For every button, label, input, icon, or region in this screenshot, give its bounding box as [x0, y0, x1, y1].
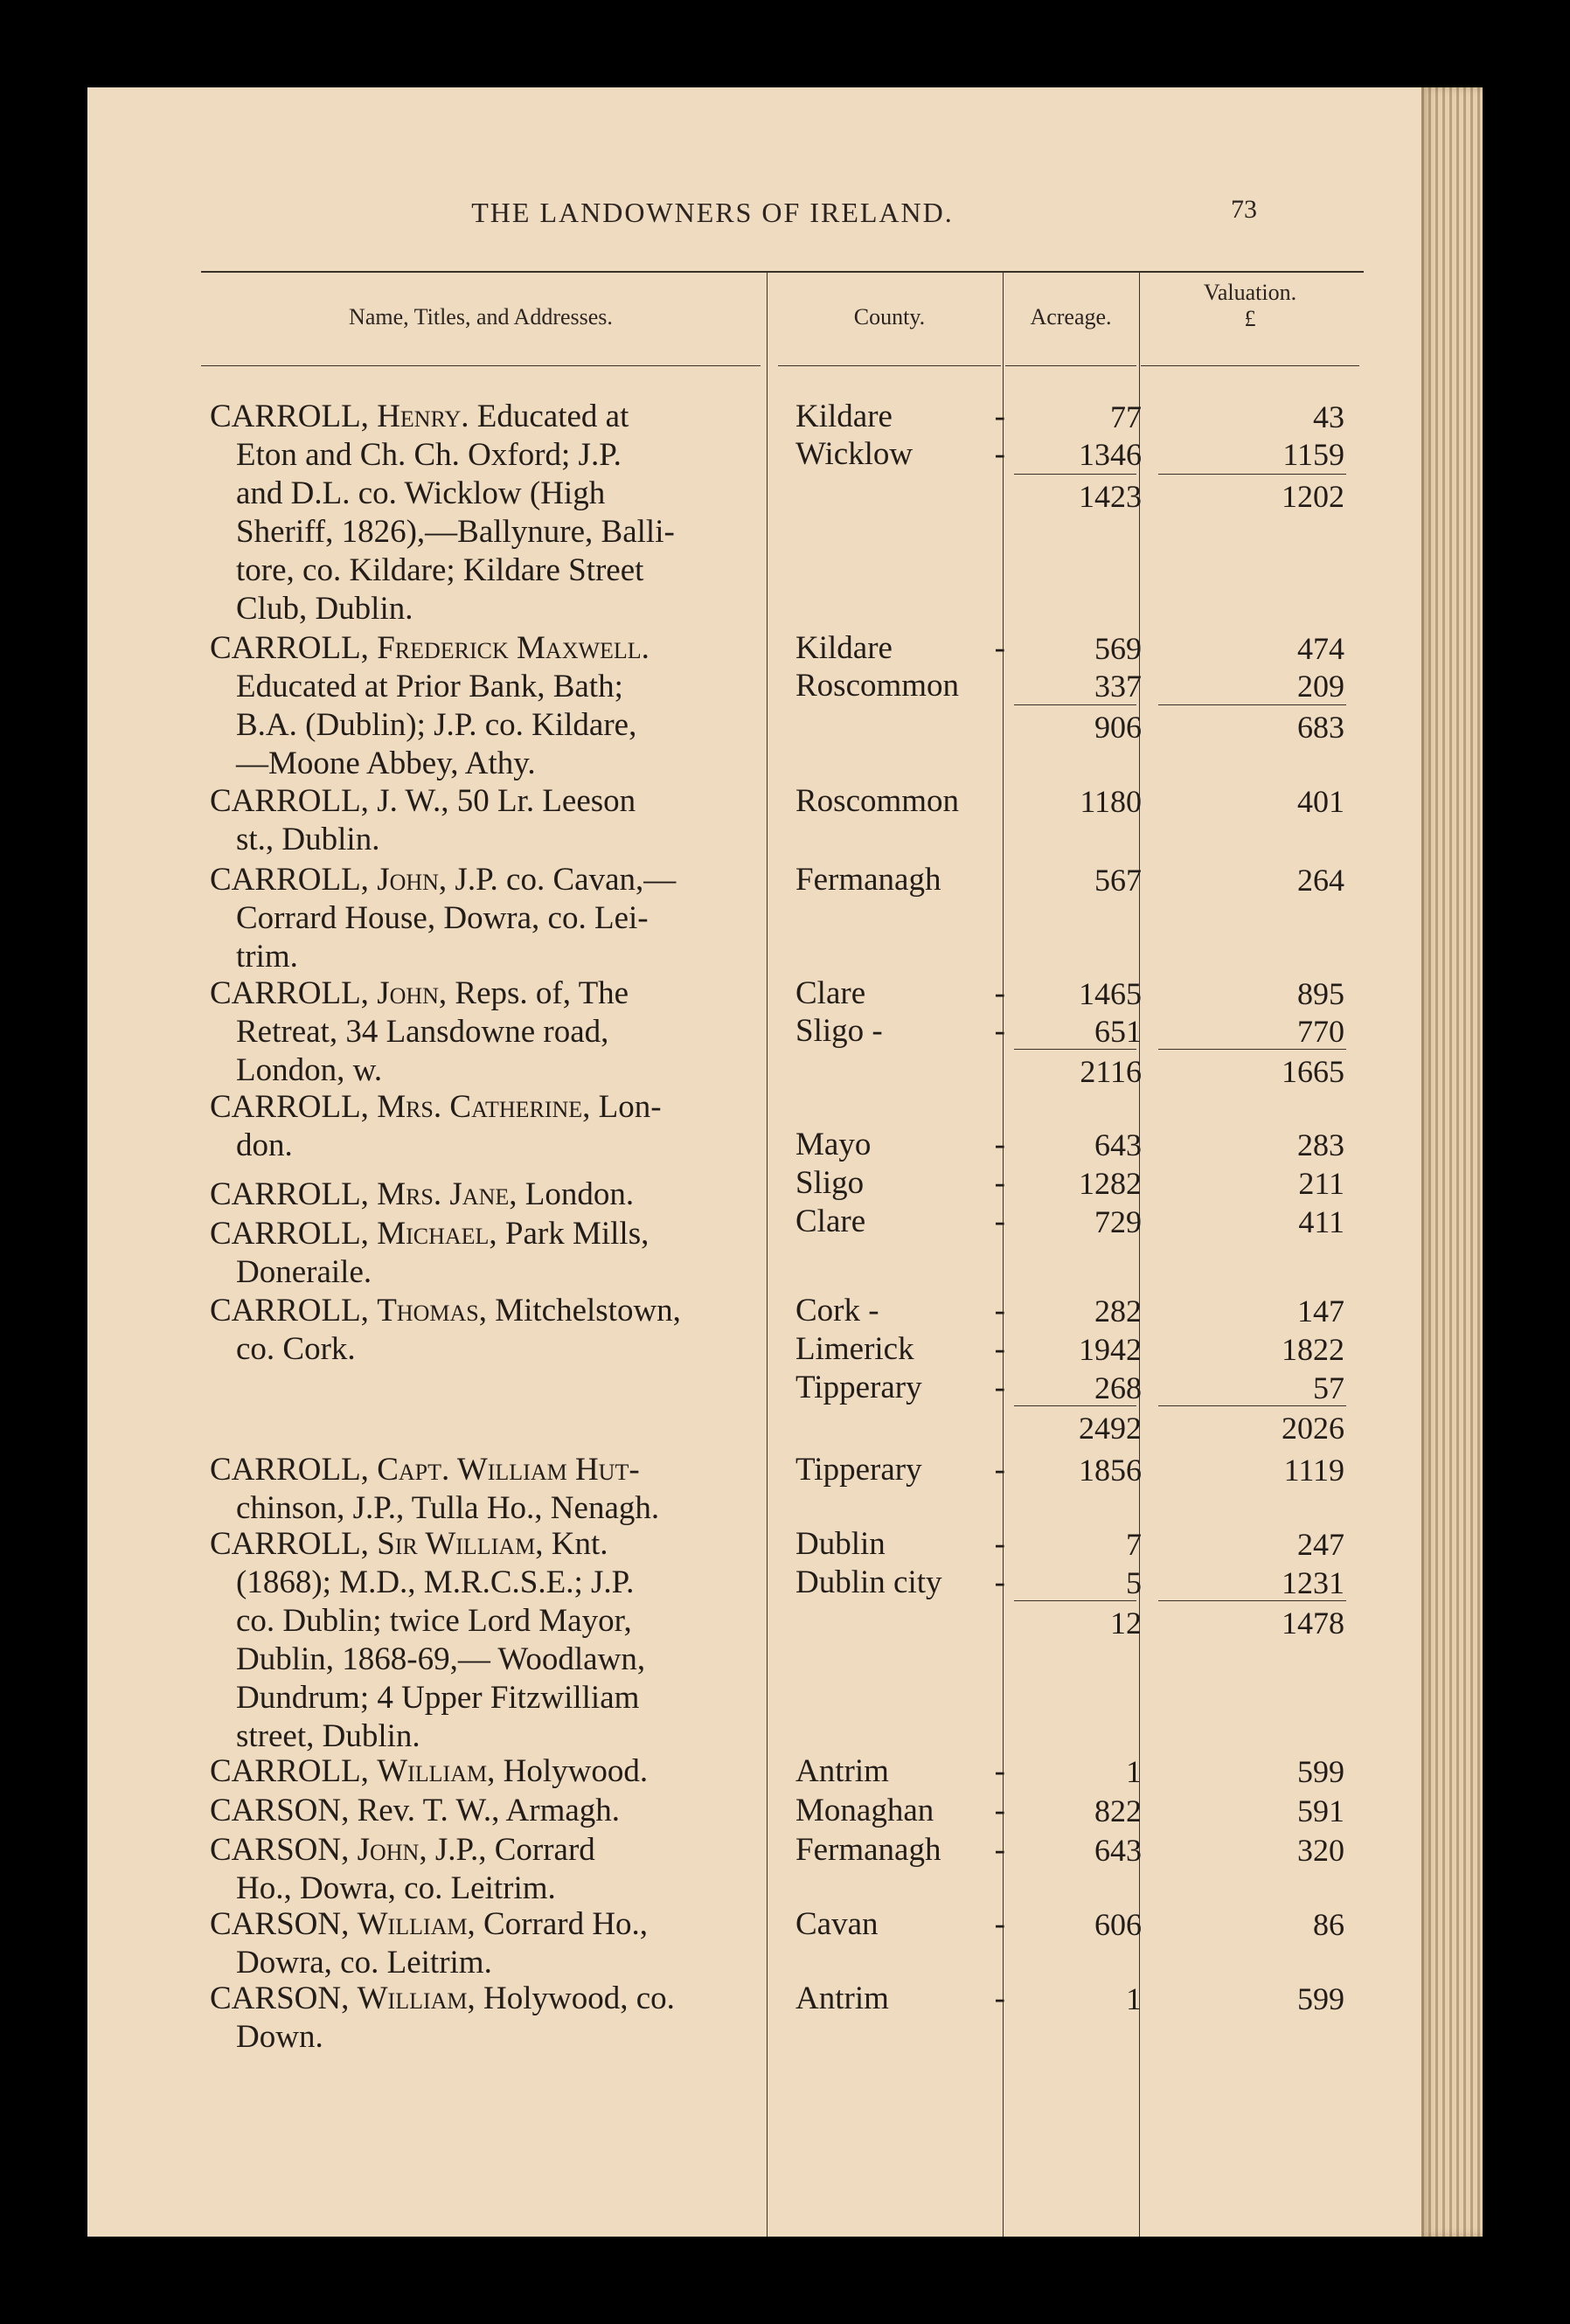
landowner-entry: [210, 975, 761, 1090]
entry-continuation-line: Dowra, co. Leitrim.: [236, 1945, 492, 1981]
county-cell: [795, 975, 1005, 1013]
county-name: Tipperary: [795, 1370, 922, 1405]
landowner-entry: [210, 782, 761, 859]
entry-forename: William,: [357, 1981, 476, 2016]
acreage-cell: 643: [1094, 1127, 1142, 1162]
header-rule-acreage: [1005, 365, 1136, 366]
entry-forename: Frederick Maxwell.: [377, 630, 650, 666]
landowner-entry: [210, 1215, 761, 1292]
valuation-cell: 411: [1298, 1204, 1344, 1239]
entry-surname: CARROLL,: [210, 1293, 369, 1328]
county-cell: [795, 861, 1005, 899]
county-cell: [795, 1792, 1005, 1830]
valuation-total: 2026: [1282, 1411, 1344, 1446]
entry-surname: CARROLL,: [210, 975, 369, 1011]
entry-surname: CARROLL,: [210, 1753, 369, 1789]
county-name: Dublin: [795, 1526, 886, 1562]
valuation-cell: 57: [1313, 1370, 1344, 1405]
county-name: Clare: [795, 1204, 866, 1239]
entry-details: Educated at: [476, 399, 629, 434]
county-name: Limerick: [795, 1331, 914, 1367]
acreage-cell: 1346: [1079, 437, 1142, 472]
entry-details: Mitchelstown,: [495, 1293, 681, 1328]
entry-continuation-line: B.A. (Dublin); J.P. co. Kildare,: [236, 707, 637, 743]
entry-surname: CARSON,: [210, 1832, 350, 1868]
county-cell: [795, 435, 1005, 474]
entry-surname: CARROLL,: [210, 1216, 369, 1252]
entry-continuation-line: don.: [236, 1127, 293, 1163]
county-name: Antrim: [795, 1753, 889, 1789]
acreage-cell: 77: [1110, 399, 1142, 434]
entry-continuation-line: co. Cork.: [236, 1331, 356, 1367]
entry-first-line: [210, 782, 761, 821]
county-cell: [795, 1369, 1005, 1407]
county-name: Monaghan: [795, 1793, 934, 1828]
acreage-cell: 1180: [1080, 784, 1142, 819]
entry-details: London.: [524, 1176, 635, 1212]
valuation-cell: 401: [1297, 784, 1344, 819]
county-dash: -: [994, 1793, 1005, 1828]
entry-forename: Sir William,: [377, 1526, 544, 1562]
county-cell: [795, 1831, 1005, 1870]
entry-surname: CARROLL,: [210, 1452, 369, 1488]
entry-forename: John,: [357, 1832, 427, 1868]
acreage-total: 906: [1094, 710, 1142, 745]
valuation-cell: 320: [1297, 1833, 1344, 1868]
county-dash: -: [994, 1204, 1005, 1239]
entry-continuation-line: st., Dublin.: [236, 822, 380, 857]
entry-first-line: [210, 1215, 761, 1253]
running-title: THE LANDOWNERS OF IRELAND.: [471, 197, 954, 228]
county-dash: -: [994, 1564, 1005, 1600]
entry-forename: Henry.: [377, 399, 469, 434]
entry-continuation-line: Sheriff, 1826),—Ballynure, Balli-: [236, 514, 675, 550]
county-cell: [795, 1292, 1005, 1330]
county-cell: [795, 1330, 1005, 1369]
valuation-cell: 895: [1297, 976, 1344, 1011]
entry-first-line: [210, 1088, 761, 1127]
entry-first-line: [210, 1176, 761, 1214]
county-dash: -: [994, 1331, 1005, 1367]
landowner-entry: [210, 1980, 761, 2057]
entry-first-line: [210, 975, 761, 1013]
county-cell: [795, 782, 1005, 821]
entry-details: Reps. of, The: [455, 975, 629, 1011]
entry-forename: William,: [357, 1906, 476, 1942]
acreage-cell: 1856: [1079, 1453, 1142, 1488]
total-rule-valuation: [1158, 1405, 1346, 1406]
county-name: Wicklow: [795, 436, 914, 472]
entry-first-line: [210, 861, 761, 899]
acreage-cell: 567: [1094, 863, 1142, 898]
valuation-cell: 1822: [1282, 1332, 1344, 1367]
entry-surname: CARROLL,: [210, 1089, 369, 1125]
header-rule-name: [201, 365, 761, 366]
header-valuation-label: Valuation.: [1203, 280, 1297, 305]
county-name: Kildare: [795, 630, 893, 666]
acreage-cell: 1282: [1079, 1166, 1142, 1201]
entry-forename: Mrs. Jane,: [377, 1176, 518, 1212]
entry-continuation-line: tore, co. Kildare; Kildare Street: [236, 552, 644, 588]
entry-forename: John,: [377, 862, 448, 898]
entry-details: Holywood.: [503, 1753, 649, 1789]
entry-continuation-line: Dundrum; 4 Upper Fitzwilliam: [236, 1680, 640, 1716]
header-valuation-unit: £: [1244, 306, 1256, 331]
entry-continuation-line: Educated at Prior Bank, Bath;: [236, 669, 623, 704]
valuation-cell: 591: [1297, 1793, 1344, 1828]
entry-forename: Thomas,: [377, 1293, 487, 1328]
valuation-total: 683: [1297, 710, 1344, 745]
county-name: Sligo: [795, 1165, 865, 1201]
county-dash: -: [994, 1526, 1005, 1562]
entry-details: Lon-: [598, 1089, 662, 1125]
county-cell: [795, 1525, 1005, 1564]
entry-details: Holywood, co.: [483, 1981, 675, 2016]
county-name: Sligo -: [795, 1013, 883, 1049]
valuation-cell: 283: [1297, 1127, 1344, 1162]
valuation-cell: 86: [1313, 1907, 1344, 1942]
entry-surname: CARROLL,: [210, 862, 369, 898]
top-rule: [201, 271, 1364, 273]
total-rule-acreage: [1014, 1600, 1136, 1601]
county-name: Clare: [795, 975, 866, 1011]
entry-continuation-line: Doneraile.: [236, 1254, 372, 1290]
entry-details: J.P., Corrard: [434, 1832, 595, 1868]
landowner-entry: [210, 398, 761, 628]
entry-forename: Mrs. Catherine,: [377, 1089, 591, 1125]
entry-continuation-line: co. Dublin; twice Lord Mayor,: [236, 1603, 632, 1639]
landowner-entry: [210, 1292, 761, 1369]
county-dash: -: [994, 1293, 1005, 1328]
entry-details: Rev. T. W., Armagh.: [357, 1793, 621, 1828]
acreage-cell: 643: [1094, 1833, 1142, 1868]
county-cell: [795, 667, 1005, 705]
total-rule-acreage: [1014, 704, 1136, 705]
entry-continuation-line: street, Dublin.: [236, 1718, 420, 1754]
acreage-cell: 1: [1126, 1754, 1142, 1789]
county-name: Fermanagh: [795, 862, 941, 898]
valuation-total: 1478: [1282, 1606, 1344, 1641]
acreage-cell: 822: [1094, 1793, 1142, 1828]
entry-details: Knt.: [551, 1526, 608, 1562]
county-dash: -: [994, 630, 1005, 666]
county-cell: [795, 1451, 1005, 1489]
page-edges: [1421, 87, 1483, 2237]
entry-first-line: [210, 1980, 761, 2018]
county-name: Antrim: [795, 1981, 889, 2016]
county-cell: [795, 1905, 1005, 1944]
entry-surname: CARROLL,: [210, 1526, 369, 1562]
landowner-entry: [210, 1525, 761, 1756]
entry-first-line: [210, 1831, 761, 1870]
header-name: Name, Titles, and Addresses.: [349, 304, 613, 330]
county-name: Tipperary: [795, 1452, 922, 1488]
entry-continuation-line: and D.L. co. Wicklow (High: [236, 475, 606, 511]
entry-continuation-line: trim.: [236, 939, 298, 975]
landowner-entry: [210, 1831, 761, 1908]
acreage-total: 1423: [1079, 479, 1142, 514]
landowner-entry: [210, 1451, 761, 1528]
acreage-cell: 651: [1094, 1014, 1142, 1049]
entry-surname: CARROLL,: [210, 399, 369, 434]
header-rule-county: [778, 365, 1001, 366]
acreage-total: 2492: [1079, 1411, 1142, 1446]
county-cell: [795, 1752, 1005, 1791]
page-number: 73: [1231, 195, 1257, 224]
valuation-cell: 599: [1297, 1754, 1344, 1789]
entry-continuation-line: Club, Dublin.: [236, 591, 413, 627]
total-rule-valuation: [1158, 474, 1346, 475]
valuation-cell: 770: [1297, 1014, 1344, 1049]
entry-first-line: [210, 1451, 761, 1489]
entry-surname: CARSON,: [210, 1906, 350, 1942]
entry-details: Corrard Ho.,: [483, 1906, 649, 1942]
entry-forename: William,: [377, 1753, 496, 1789]
book-page: [87, 87, 1483, 2237]
county-name: Mayo: [795, 1127, 872, 1162]
county-cell: [795, 1980, 1005, 2018]
entry-first-line: [210, 1525, 761, 1564]
entry-continuation-line: chinson, J.P., Tulla Ho., Nenagh.: [236, 1490, 660, 1526]
acreage-cell: 268: [1094, 1370, 1142, 1405]
total-rule-acreage: [1014, 1405, 1136, 1406]
county-cell: [795, 1564, 1005, 1602]
landowner-entry: [210, 1752, 761, 1791]
county-name: Fermanagh: [795, 1832, 941, 1868]
county-dash: -: [994, 1013, 1005, 1049]
acreage-cell: 5: [1126, 1565, 1142, 1600]
county-dash: -: [994, 1753, 1005, 1789]
county-dash: -: [994, 436, 1005, 472]
county-dash: -: [994, 1906, 1005, 1942]
valuation-total: 1202: [1282, 479, 1344, 514]
county-dash: -: [994, 399, 1005, 434]
entry-details: J.P. co. Cavan,—: [455, 862, 677, 898]
county-cell: [795, 1012, 1005, 1051]
entry-forename: Michael,: [377, 1216, 497, 1252]
county-dash: -: [994, 1370, 1005, 1405]
entry-continuation-line: London, w.: [236, 1052, 383, 1088]
valuation-cell: 599: [1297, 1981, 1344, 2016]
landowner-entry: [210, 1176, 761, 1214]
county-dash: -: [994, 1981, 1005, 2016]
valuation-cell: 264: [1297, 863, 1344, 898]
county-cell: [795, 1203, 1005, 1241]
entry-first-line: [210, 1792, 761, 1830]
total-rule-valuation: [1158, 1600, 1346, 1601]
county-name: Roscommon: [795, 668, 960, 704]
header-county: County.: [853, 304, 926, 330]
acreage-cell: 7: [1126, 1527, 1142, 1562]
acreage-total: 12: [1110, 1606, 1142, 1641]
header-rule-valuation: [1141, 365, 1359, 366]
county-dash: -: [994, 1165, 1005, 1201]
entry-details: J. W., 50 Lr. Leeson: [377, 783, 636, 819]
entry-continuation-line: Down.: [236, 2019, 323, 2055]
acreage-cell: 606: [1094, 1907, 1142, 1942]
county-cell: [795, 629, 1005, 668]
entry-continuation-line: Corrard House, Dowra, co. Lei-: [236, 900, 649, 936]
entry-first-line: [210, 629, 761, 668]
total-rule-valuation: [1158, 704, 1346, 705]
entry-first-line: [210, 398, 761, 436]
county-name: Cork -: [795, 1293, 879, 1328]
header-acreage: Acreage.: [1030, 304, 1112, 330]
valuation-cell: 209: [1297, 669, 1344, 704]
entry-first-line: [210, 1905, 761, 1944]
total-rule-acreage: [1014, 1049, 1136, 1050]
acreage-cell: 1465: [1079, 976, 1142, 1011]
acreage-cell: 1942: [1079, 1332, 1142, 1367]
valuation-cell: 147: [1297, 1294, 1344, 1328]
entry-continuation-line: Eton and Ch. Ch. Oxford; J.P.: [236, 437, 622, 473]
valuation-cell: 1159: [1282, 437, 1344, 472]
entry-surname: CARROLL,: [210, 1176, 369, 1212]
valuation-cell: 474: [1297, 631, 1344, 666]
county-cell: [795, 1126, 1005, 1164]
total-rule-acreage: [1014, 474, 1136, 475]
entry-continuation-line: Dublin, 1868-69,— Woodlawn,: [236, 1641, 646, 1677]
entry-surname: CARSON,: [210, 1981, 350, 2016]
entry-forename: John,: [377, 975, 448, 1011]
county-name: Roscommon: [795, 783, 960, 819]
entry-continuation-line: —Moone Abbey, Athy.: [236, 746, 536, 781]
county-cell: [795, 398, 1005, 436]
column-separator-1: [767, 273, 768, 2237]
county-name: Cavan: [795, 1906, 879, 1942]
landowner-entry: [210, 629, 761, 783]
county-dash: -: [994, 1127, 1005, 1162]
entry-details: Park Mills,: [504, 1216, 650, 1252]
county-dash: -: [994, 1832, 1005, 1868]
county-name: Dublin city: [795, 1564, 942, 1600]
entry-continuation-line: Retreat, 34 Lansdowne road,: [236, 1014, 609, 1050]
acreage-total: 2116: [1080, 1054, 1142, 1089]
valuation-cell: 43: [1313, 399, 1344, 434]
entry-continuation-line: (1868); M.D., M.R.C.S.E.; J.P.: [236, 1564, 635, 1600]
acreage-cell: 729: [1094, 1204, 1142, 1239]
county-dash: -: [994, 1452, 1005, 1488]
entry-forename: Capt. William Hut-: [377, 1452, 640, 1488]
county-dash: -: [994, 975, 1005, 1011]
acreage-cell: 337: [1094, 669, 1142, 704]
entry-first-line: [210, 1292, 761, 1330]
valuation-cell: 1119: [1283, 1453, 1344, 1488]
acreage-cell: 282: [1094, 1294, 1142, 1328]
valuation-cell: 211: [1298, 1166, 1344, 1201]
county-name: Kildare: [795, 399, 893, 434]
landowner-entry: [210, 1792, 761, 1830]
entry-continuation-line: Ho., Dowra, co. Leitrim.: [236, 1870, 556, 1906]
county-cell: [795, 1164, 1005, 1203]
total-rule-valuation: [1158, 1049, 1346, 1050]
valuation-total: 1665: [1282, 1054, 1344, 1089]
entry-surname: CARROLL,: [210, 630, 369, 666]
acreage-cell: 1: [1126, 1981, 1142, 2016]
valuation-cell: 1231: [1282, 1565, 1344, 1600]
entry-first-line: [210, 1752, 761, 1791]
landowner-entry: [210, 861, 761, 976]
valuation-cell: 247: [1297, 1527, 1344, 1562]
acreage-cell: 569: [1094, 631, 1142, 666]
landowner-entry: [210, 1905, 761, 1982]
landowner-entry: [210, 1088, 761, 1165]
header-valuation: [1141, 280, 1359, 332]
entry-surname: CARSON,: [210, 1793, 350, 1828]
entry-surname: CARROLL,: [210, 783, 369, 819]
